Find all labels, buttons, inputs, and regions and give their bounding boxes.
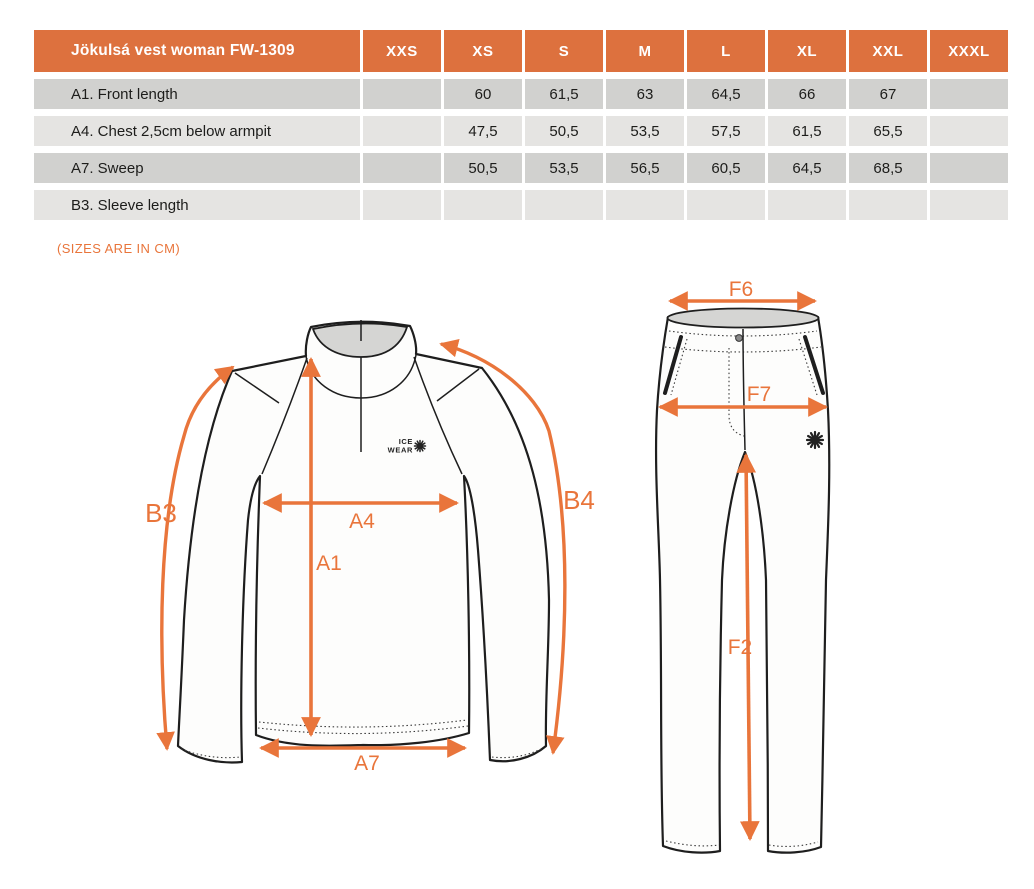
size-col-xxxl: XXXL xyxy=(930,30,1008,72)
size-col-s: S xyxy=(525,30,603,72)
units-note: (SIZES ARE IN CM) xyxy=(57,241,181,256)
row-label-chest: A4. Chest 2,5cm below armpit xyxy=(34,116,360,146)
pants-waist-opening xyxy=(668,309,819,328)
size-value: 56,5 xyxy=(606,153,684,183)
size-col-m: M xyxy=(606,30,684,72)
row-label-sweep: A7. Sweep xyxy=(34,153,360,183)
size-value: 47,5 xyxy=(444,116,522,146)
size-value: 60 xyxy=(444,79,522,109)
row-label-sleeve-length: B3. Sleeve length xyxy=(34,190,360,220)
size-value: 57,5 xyxy=(687,116,765,146)
shirt-outline xyxy=(178,322,549,763)
pants-outline xyxy=(656,317,829,853)
size-value: 68,5 xyxy=(849,153,927,183)
f7-label: F7 xyxy=(746,383,772,406)
size-value: 63 xyxy=(606,79,684,109)
size-col-xl: XL xyxy=(768,30,846,72)
size-value: 50,5 xyxy=(525,116,603,146)
table-title: Jökulsá vest woman FW-1309 xyxy=(34,30,360,72)
size-col-xxs: XXS xyxy=(363,30,441,72)
pants-drawing xyxy=(656,278,829,853)
size-value: 61,5 xyxy=(768,116,846,146)
a4-label: A4 xyxy=(349,510,375,533)
size-value: 61,5 xyxy=(525,79,603,109)
b3-label: B3 xyxy=(145,498,177,528)
shirt-logo-text-wear: WEAR xyxy=(387,445,413,455)
f2-label: F2 xyxy=(727,636,753,659)
size-col-l: L xyxy=(687,30,765,72)
a7-label: A7 xyxy=(354,752,380,775)
size-value: 50,5 xyxy=(444,153,522,183)
a1-label: A1 xyxy=(316,552,342,575)
size-value: 60,5 xyxy=(687,153,765,183)
size-value: 66 xyxy=(768,79,846,109)
row-label-front-length: A1. Front length xyxy=(34,79,360,109)
size-value: 64,5 xyxy=(687,79,765,109)
shirt-drawing xyxy=(145,320,595,775)
size-value: 67 xyxy=(849,79,927,109)
b4-label: B4 xyxy=(563,485,595,515)
size-col-xs: XS xyxy=(444,30,522,72)
size-value: 64,5 xyxy=(768,153,846,183)
size-col-xxl: XXL xyxy=(849,30,927,72)
size-value: 53,5 xyxy=(606,116,684,146)
shirt-logo-text-ice: ICE xyxy=(398,437,413,446)
size-value: 53,5 xyxy=(525,153,603,183)
size-value: 65,5 xyxy=(849,116,927,146)
pants-button xyxy=(736,335,743,342)
f6-label: F6 xyxy=(728,278,754,301)
